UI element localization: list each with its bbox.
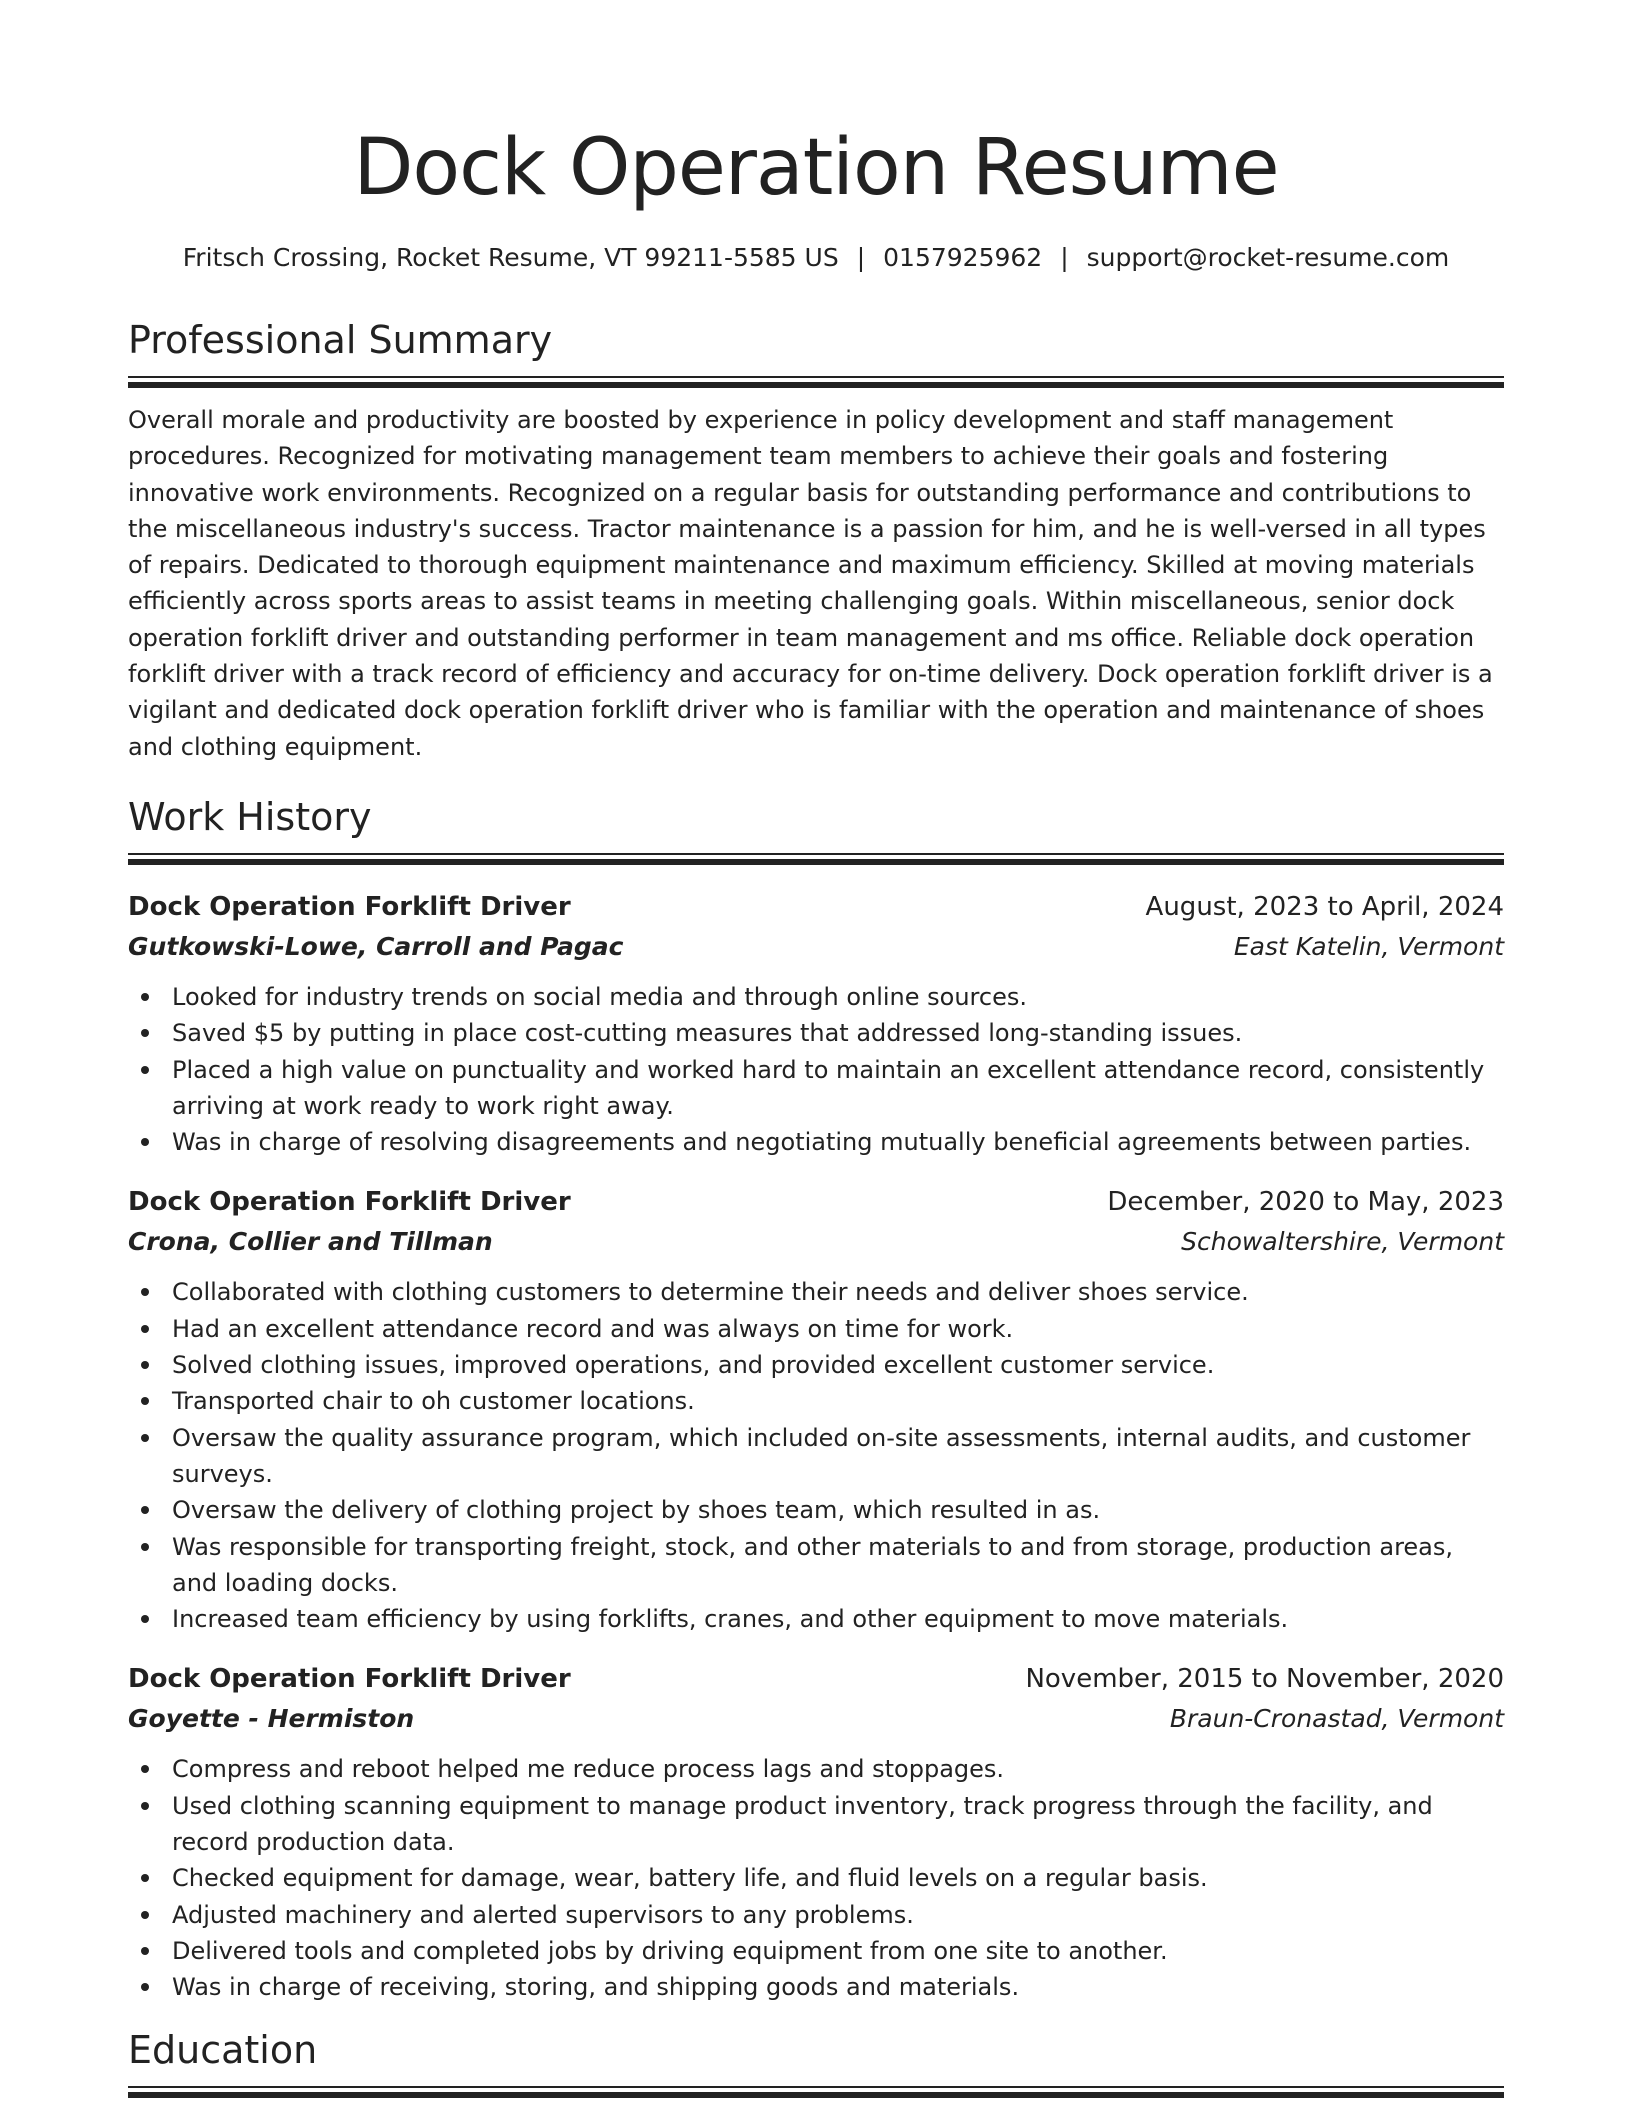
job-bullet-list xyxy=(128,1751,1504,2005)
job-location: Schowaltershire, Vermont xyxy=(1181,1227,1504,1257)
bullet-icon xyxy=(141,1434,149,1442)
job-bullet-list xyxy=(128,979,1504,1160)
bullet-icon xyxy=(141,1911,149,1919)
section-divider xyxy=(128,2086,1504,2098)
bullet-icon xyxy=(141,1029,149,1037)
list-item xyxy=(128,1601,1504,1637)
list-item xyxy=(128,1015,1504,1051)
job-dates: December, 2020 to May, 2023 xyxy=(1107,1187,1504,1218)
contact-phone: 0157925962 xyxy=(883,243,1043,272)
bullet-text: Placed a high value on punctuality and worked hard to maintain an excellent attendance record, consistently arriving at work ready to work right away. xyxy=(172,1055,1485,1120)
job-dates: November, 2015 to November, 2020 xyxy=(1025,1664,1504,1695)
job-company-row xyxy=(128,927,1504,967)
job-company: Gutkowski-Lowe, Carroll and Pagac xyxy=(128,931,624,961)
job-company-row xyxy=(128,1222,1504,1262)
contact-line xyxy=(128,240,1504,276)
section-heading-education: Education xyxy=(128,2027,318,2072)
job-location: East Katelin, Vermont xyxy=(1233,931,1504,961)
bullet-text: Was responsible for transporting freight, stock, and other materials to and from storage, production areas, and loading docks. xyxy=(172,1532,1454,1597)
job-bullet-list xyxy=(128,1274,1504,1637)
bullet-text: Compress and reboot helped me reduce process lags and stoppages. xyxy=(172,1755,1005,1784)
contact-address: Fritsch Crossing, Rocket Resume, VT 99211-5585 US xyxy=(182,243,839,272)
job-header-row xyxy=(128,1182,1504,1222)
list-item xyxy=(128,1052,1504,1125)
bullet-icon xyxy=(141,993,149,1001)
bullet-text: Solved clothing issues, improved operations, and provided excellent customer service. xyxy=(172,1351,1215,1380)
bullet-text: Checked equipment for damage, wear, battery life, and fluid levels on a regular basis. xyxy=(172,1864,1208,1893)
contact-separator: | xyxy=(1060,243,1069,272)
bullet-icon xyxy=(141,1765,149,1773)
job-location: Braun-Cronastad, Vermont xyxy=(1169,1704,1504,1734)
job-company: Goyette - Hermiston xyxy=(128,1704,415,1734)
bullet-icon xyxy=(141,1874,149,1882)
job-dates: August, 2023 to April, 2024 xyxy=(1145,891,1504,922)
list-item xyxy=(128,1897,1504,1933)
job-title: Dock Operation Forklift Driver xyxy=(128,1187,571,1218)
list-item xyxy=(128,1274,1504,1310)
list-item xyxy=(128,979,1504,1015)
list-item xyxy=(128,1420,1504,1493)
bullet-text: Was in charge of resolving disagreements and negotiating mutually beneficial agreements between parties. xyxy=(172,1128,1472,1157)
list-item xyxy=(128,1529,1504,1602)
job-title: Dock Operation Forklift Driver xyxy=(128,891,571,922)
page-title: Dock Operation Resume xyxy=(353,123,1279,213)
list-item xyxy=(128,1933,1504,1969)
bullet-text: Was in charge of receiving, storing, and shipping goods and materials. xyxy=(172,1973,1020,2002)
bullet-text: Increased team efficiency by using forklifts, cranes, and other equipment to move materials. xyxy=(172,1605,1289,1634)
bullet-icon xyxy=(141,1506,149,1514)
bullet-text: Adjusted machinery and alerted supervisors to any problems. xyxy=(172,1900,914,1929)
list-item xyxy=(128,1383,1504,1419)
list-item xyxy=(128,1969,1504,2005)
bullet-text: Oversaw the quality assurance program, which included on-site assessments, internal audits, and customer surveys. xyxy=(172,1423,1471,1488)
bullet-text: Saved $5 by putting in place cost-cutting measures that addressed long-standing issues. xyxy=(172,1019,1243,1048)
list-item xyxy=(128,1788,1504,1861)
contact-email[interactable]: support@rocket-resume.com xyxy=(1086,243,1450,272)
job-header-row xyxy=(128,887,1504,927)
list-item xyxy=(128,1860,1504,1896)
bullet-text: Looked for industry trends on social media and through online sources. xyxy=(172,982,1027,1011)
job-header-row xyxy=(128,1659,1504,1699)
job-company-row xyxy=(128,1699,1504,1739)
job-entry xyxy=(128,1659,1504,2005)
bullet-icon xyxy=(141,1288,149,1296)
bullet-icon xyxy=(141,1066,149,1074)
bullet-text: Oversaw the delivery of clothing project by shoes team, which resulted in as. xyxy=(172,1496,1101,1525)
section-heading-work-history: Work History xyxy=(128,794,372,839)
work-history-list xyxy=(128,887,1504,2006)
list-item xyxy=(128,1347,1504,1383)
bullet-icon xyxy=(141,1361,149,1369)
bullet-text: Collaborated with clothing customers to determine their needs and deliver shoes service. xyxy=(172,1278,1249,1307)
section-divider xyxy=(128,853,1504,865)
bullet-icon xyxy=(141,1947,149,1955)
job-title: Dock Operation Forklift Driver xyxy=(128,1664,571,1695)
bullet-icon xyxy=(141,1325,149,1333)
bullet-text: Transported chair to oh customer locations. xyxy=(172,1387,695,1416)
bullet-icon xyxy=(141,1983,149,1991)
summary-text: Overall morale and productivity are boosted by experience in policy development and staff management procedures. Recognized for motivating management team members to achieve their goals and fostering innovative work environments. Recognized on a regular basis for outstanding performance and contributions to the miscellaneous industry's success. Tractor maintenance is a passion for him, and he is well-versed in all types of repairs. Dedicated to thorough equipment maintenance and maximum efficiency. Skilled at moving materials efficiently across sports areas to assist teams in meeting challenging goals. Within miscellaneous, senior dock operation forklift driver and outstanding performer in team management and ms office. Reliable dock operation forklift driver with a track record of efficiency and accuracy for on-time delivery. Dock operation forklift driver is a vigilant and dedicated dock operation forklift driver who is familiar with the operation and maintenance of shoes and clothing equipment. xyxy=(128,406,1493,761)
job-company: Crona, Collier and Tillman xyxy=(128,1227,493,1257)
bullet-icon xyxy=(141,1615,149,1623)
section-divider xyxy=(128,376,1504,388)
bullet-icon xyxy=(141,1543,149,1551)
list-item xyxy=(128,1124,1504,1160)
bullet-icon xyxy=(141,1138,149,1146)
job-entry xyxy=(128,1182,1504,1637)
section-heading-summary: Professional Summary xyxy=(128,318,553,362)
bullet-icon xyxy=(141,1802,149,1810)
list-item xyxy=(128,1751,1504,1787)
job-entry xyxy=(128,887,1504,1160)
bullet-text: Delivered tools and completed jobs by driving equipment from one site to another. xyxy=(172,1936,1168,1965)
list-item xyxy=(128,1311,1504,1347)
contact-separator: | xyxy=(856,243,866,272)
bullet-text: Used clothing scanning equipment to manage product inventory, track progress through the facility, and record production data. xyxy=(172,1791,1433,1857)
list-item xyxy=(128,1492,1504,1528)
bullet-text: Had an excellent attendance record and was always on time for work. xyxy=(172,1314,1014,1343)
bullet-icon xyxy=(141,1397,149,1405)
